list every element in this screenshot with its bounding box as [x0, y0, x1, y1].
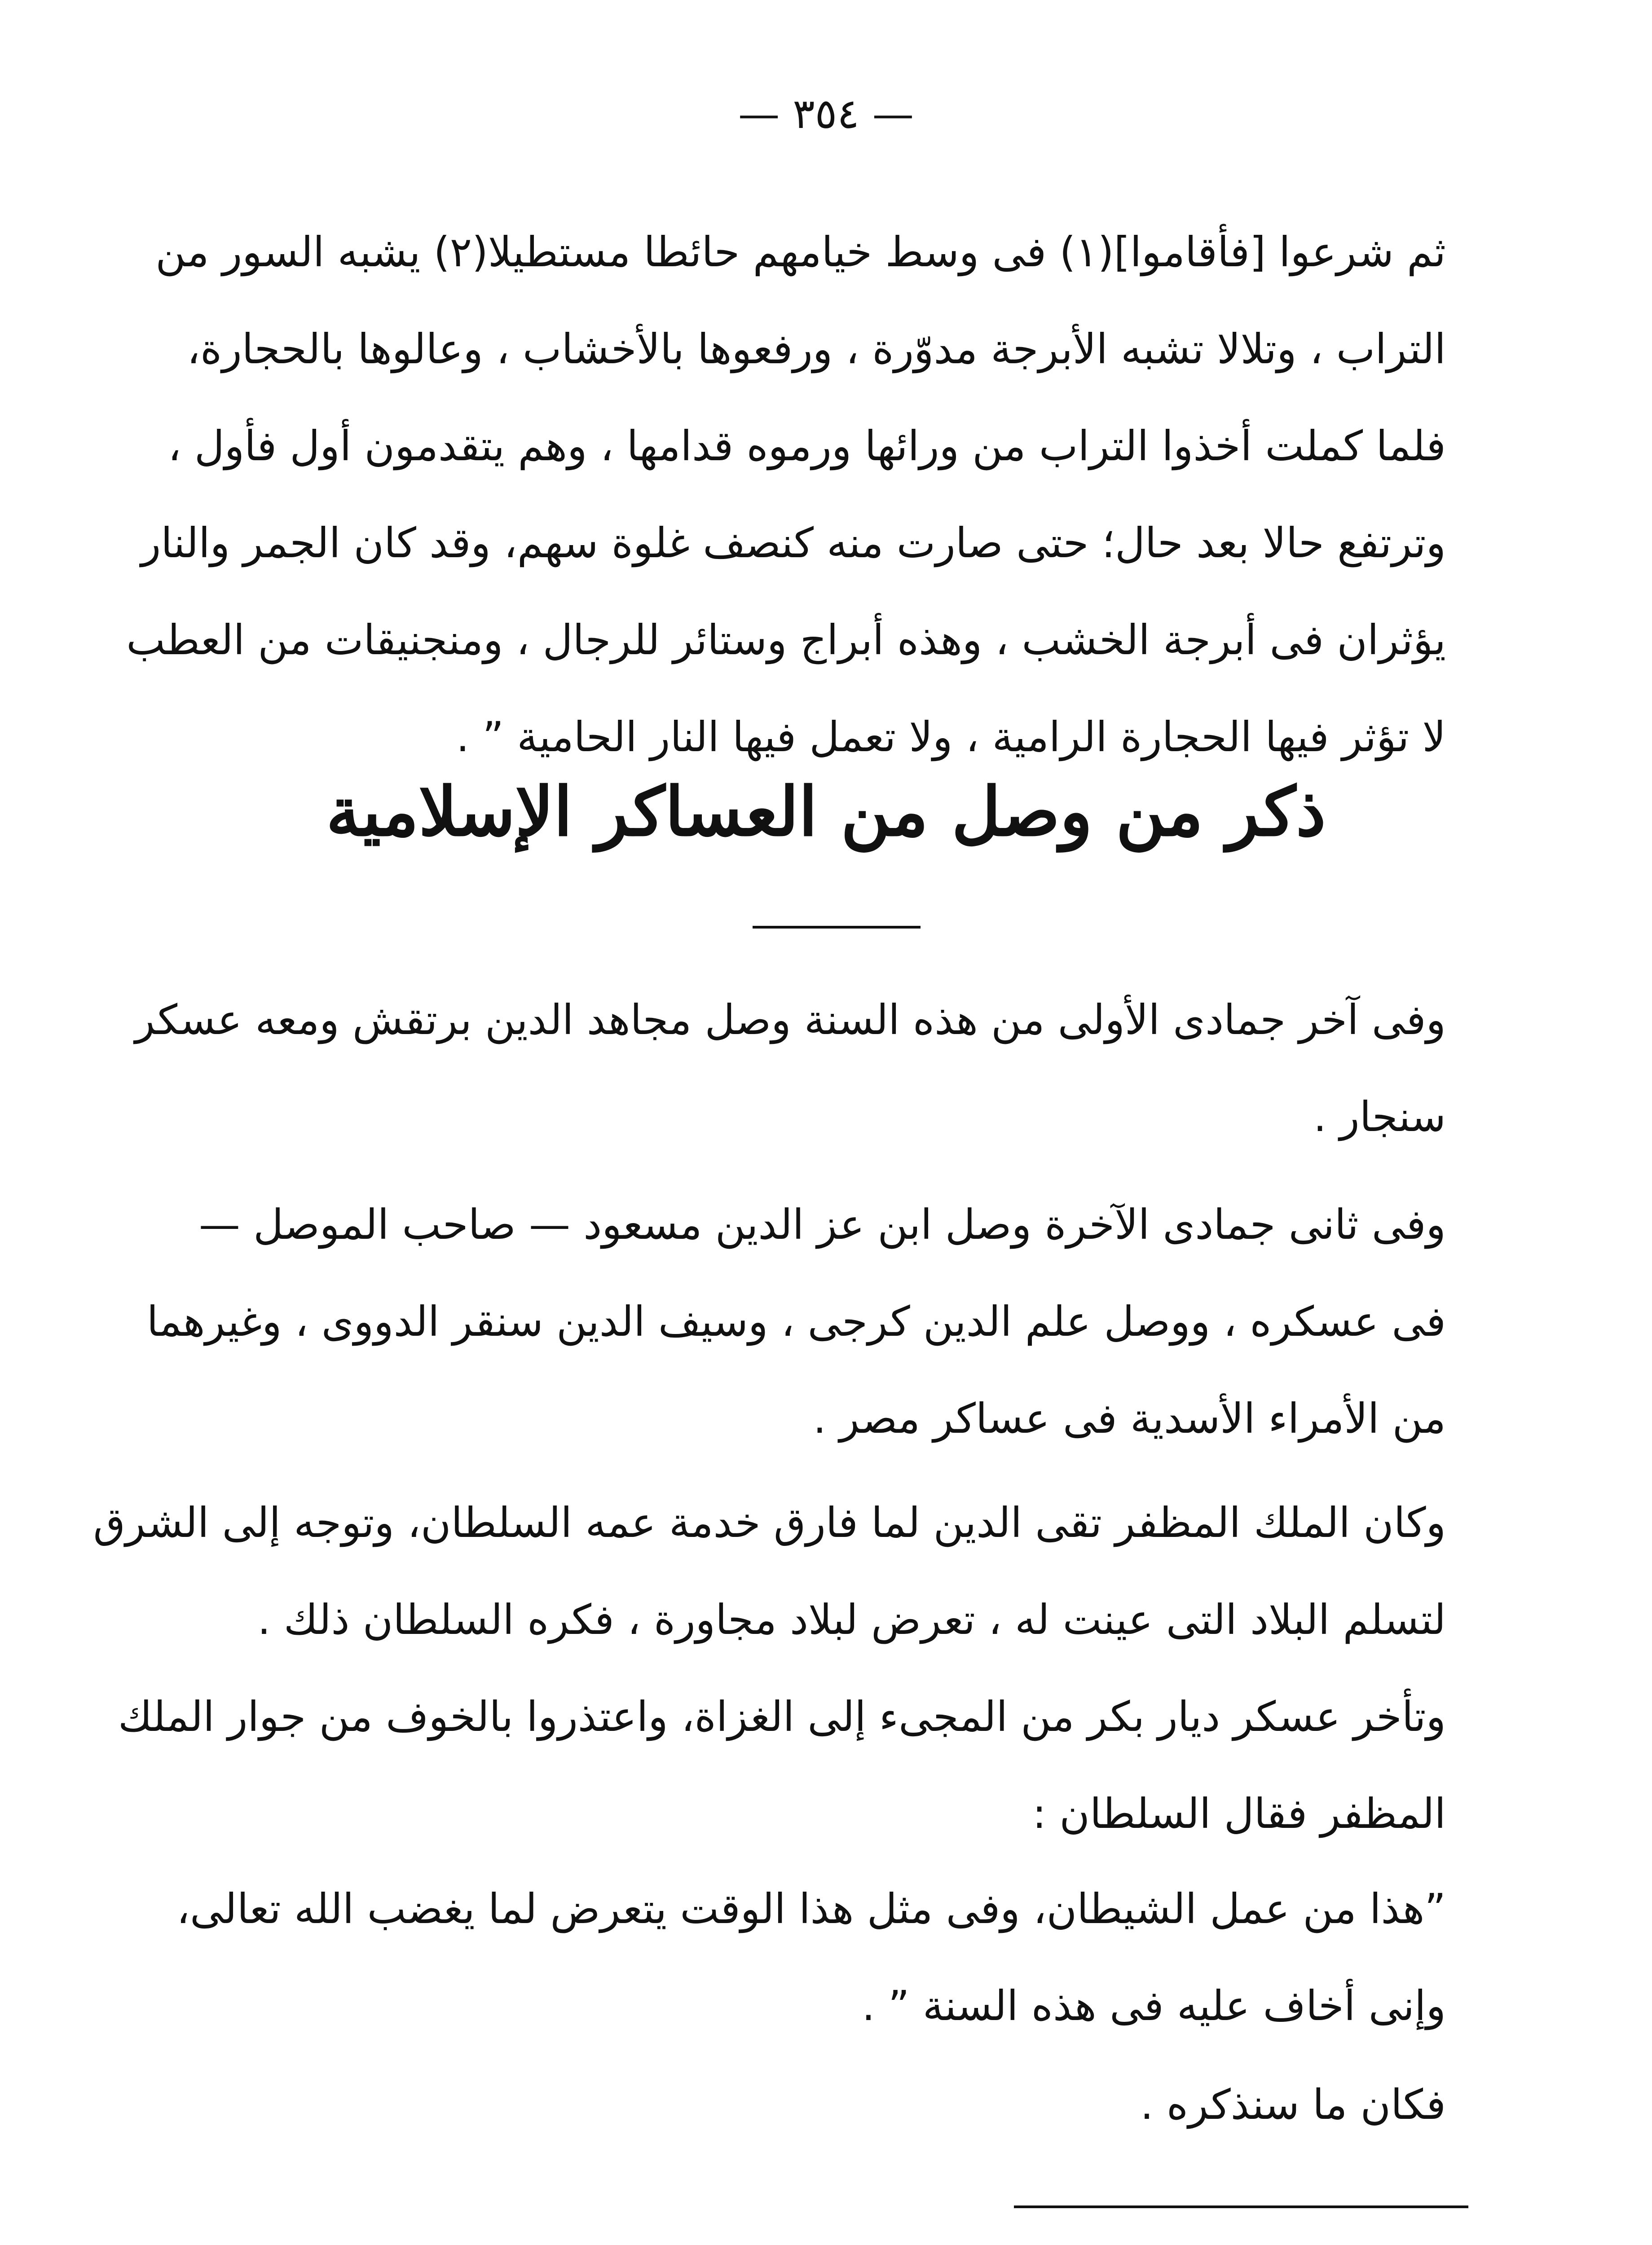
footnote-divider — [1014, 2205, 1468, 2208]
text-line: فلما كملت أخذوا التراب من ورائها ورموه قدامها ، وهم يتقدمون أول فأول ، — [167, 422, 1446, 470]
text-line: وفى ثانى جمادى الآخرة وصل ابن عز الدين مسعود — صاحب الموصل — — [198, 1201, 1446, 1249]
text-line: وترتفع حالا بعد حال؛ حتى صارت منه كنصف غلوة سهم، وقد كان الجمر والنار — [141, 519, 1446, 567]
text-line: ”هذا من عمل الشيطان، وفى مثل هذا الوقت يتعرض لما يغضب الله تعالى، — [176, 1885, 1446, 1933]
text-line: المظفر فقال السلطان : — [1032, 1790, 1446, 1838]
text-line: وإنى أخاف عليه فى هذه السنة ” . — [862, 1982, 1446, 2030]
paragraph-arrival-jumada-akhira — [146, 1176, 1446, 1467]
page-number: — ٣٥٤ — — [738, 90, 914, 138]
text-line: وتأخر عسكر ديار بكر من المجىء إلى الغزاة، واعتذروا بالخوف من جوار الملك — [118, 1693, 1446, 1741]
paragraph-sultan-quote — [176, 1861, 1446, 2055]
paragraph-closing — [251, 2056, 1446, 2153]
text-line: فكان ما سنذكره . — [1140, 2081, 1446, 2129]
text-line: ثم شرعوا [فأقاموا](١) فى وسط خيامهم حائطا مستطيلا(٢) يشبه السور من — [155, 228, 1446, 276]
paragraph-arrival-jumada-ula — [135, 972, 1446, 1166]
paragraph-continued-quote — [126, 204, 1446, 786]
text-line: سنجار . — [1313, 1093, 1446, 1141]
text-line: لتسلم البلاد التى عينت له ، تعرض لبلاد مجاورة ، فكره السلطان ذلك . — [257, 1596, 1446, 1644]
paragraph-diyar-bakr — [118, 1668, 1446, 1862]
text-line: فى عسكره ، ووصل علم الدين كرجى ، وسيف الدين سنقر الدووى ، وغيرهما — [146, 1298, 1446, 1346]
text-line: من الأمراء الأسدية فى عساكر مصر . — [813, 1395, 1446, 1443]
text-line: وفى آخر جمادى الأولى من هذه السنة وصل مجاهد الدين برتقش ومعه عسكر — [135, 996, 1446, 1044]
text-line: يؤثران فى أبرجة الخشب ، وهذه أبراج وستائر للرجال ، ومنجنيقات من العطب — [126, 616, 1446, 664]
text-line: وكان الملك المظفر تقى الدين لما فارق خدمة عمه السلطان، وتوجه إلى الشرق — [93, 1499, 1446, 1547]
paragraph-al-muzaffar — [93, 1475, 1446, 1668]
text-line: التراب ، وتلالا تشبه الأبرجة مدوّرة ، ورفعوها بالأخشاب ، وعالوها بالحجارة، — [187, 325, 1446, 373]
section-heading: ذكر من وصل من العساكر الإسلامية — [326, 772, 1326, 851]
text-line: لا تؤثر فيها الحجارة الرامية ، ولا تعمل فيها النار الحامية ” . — [456, 713, 1446, 761]
heading-divider — [753, 926, 921, 929]
